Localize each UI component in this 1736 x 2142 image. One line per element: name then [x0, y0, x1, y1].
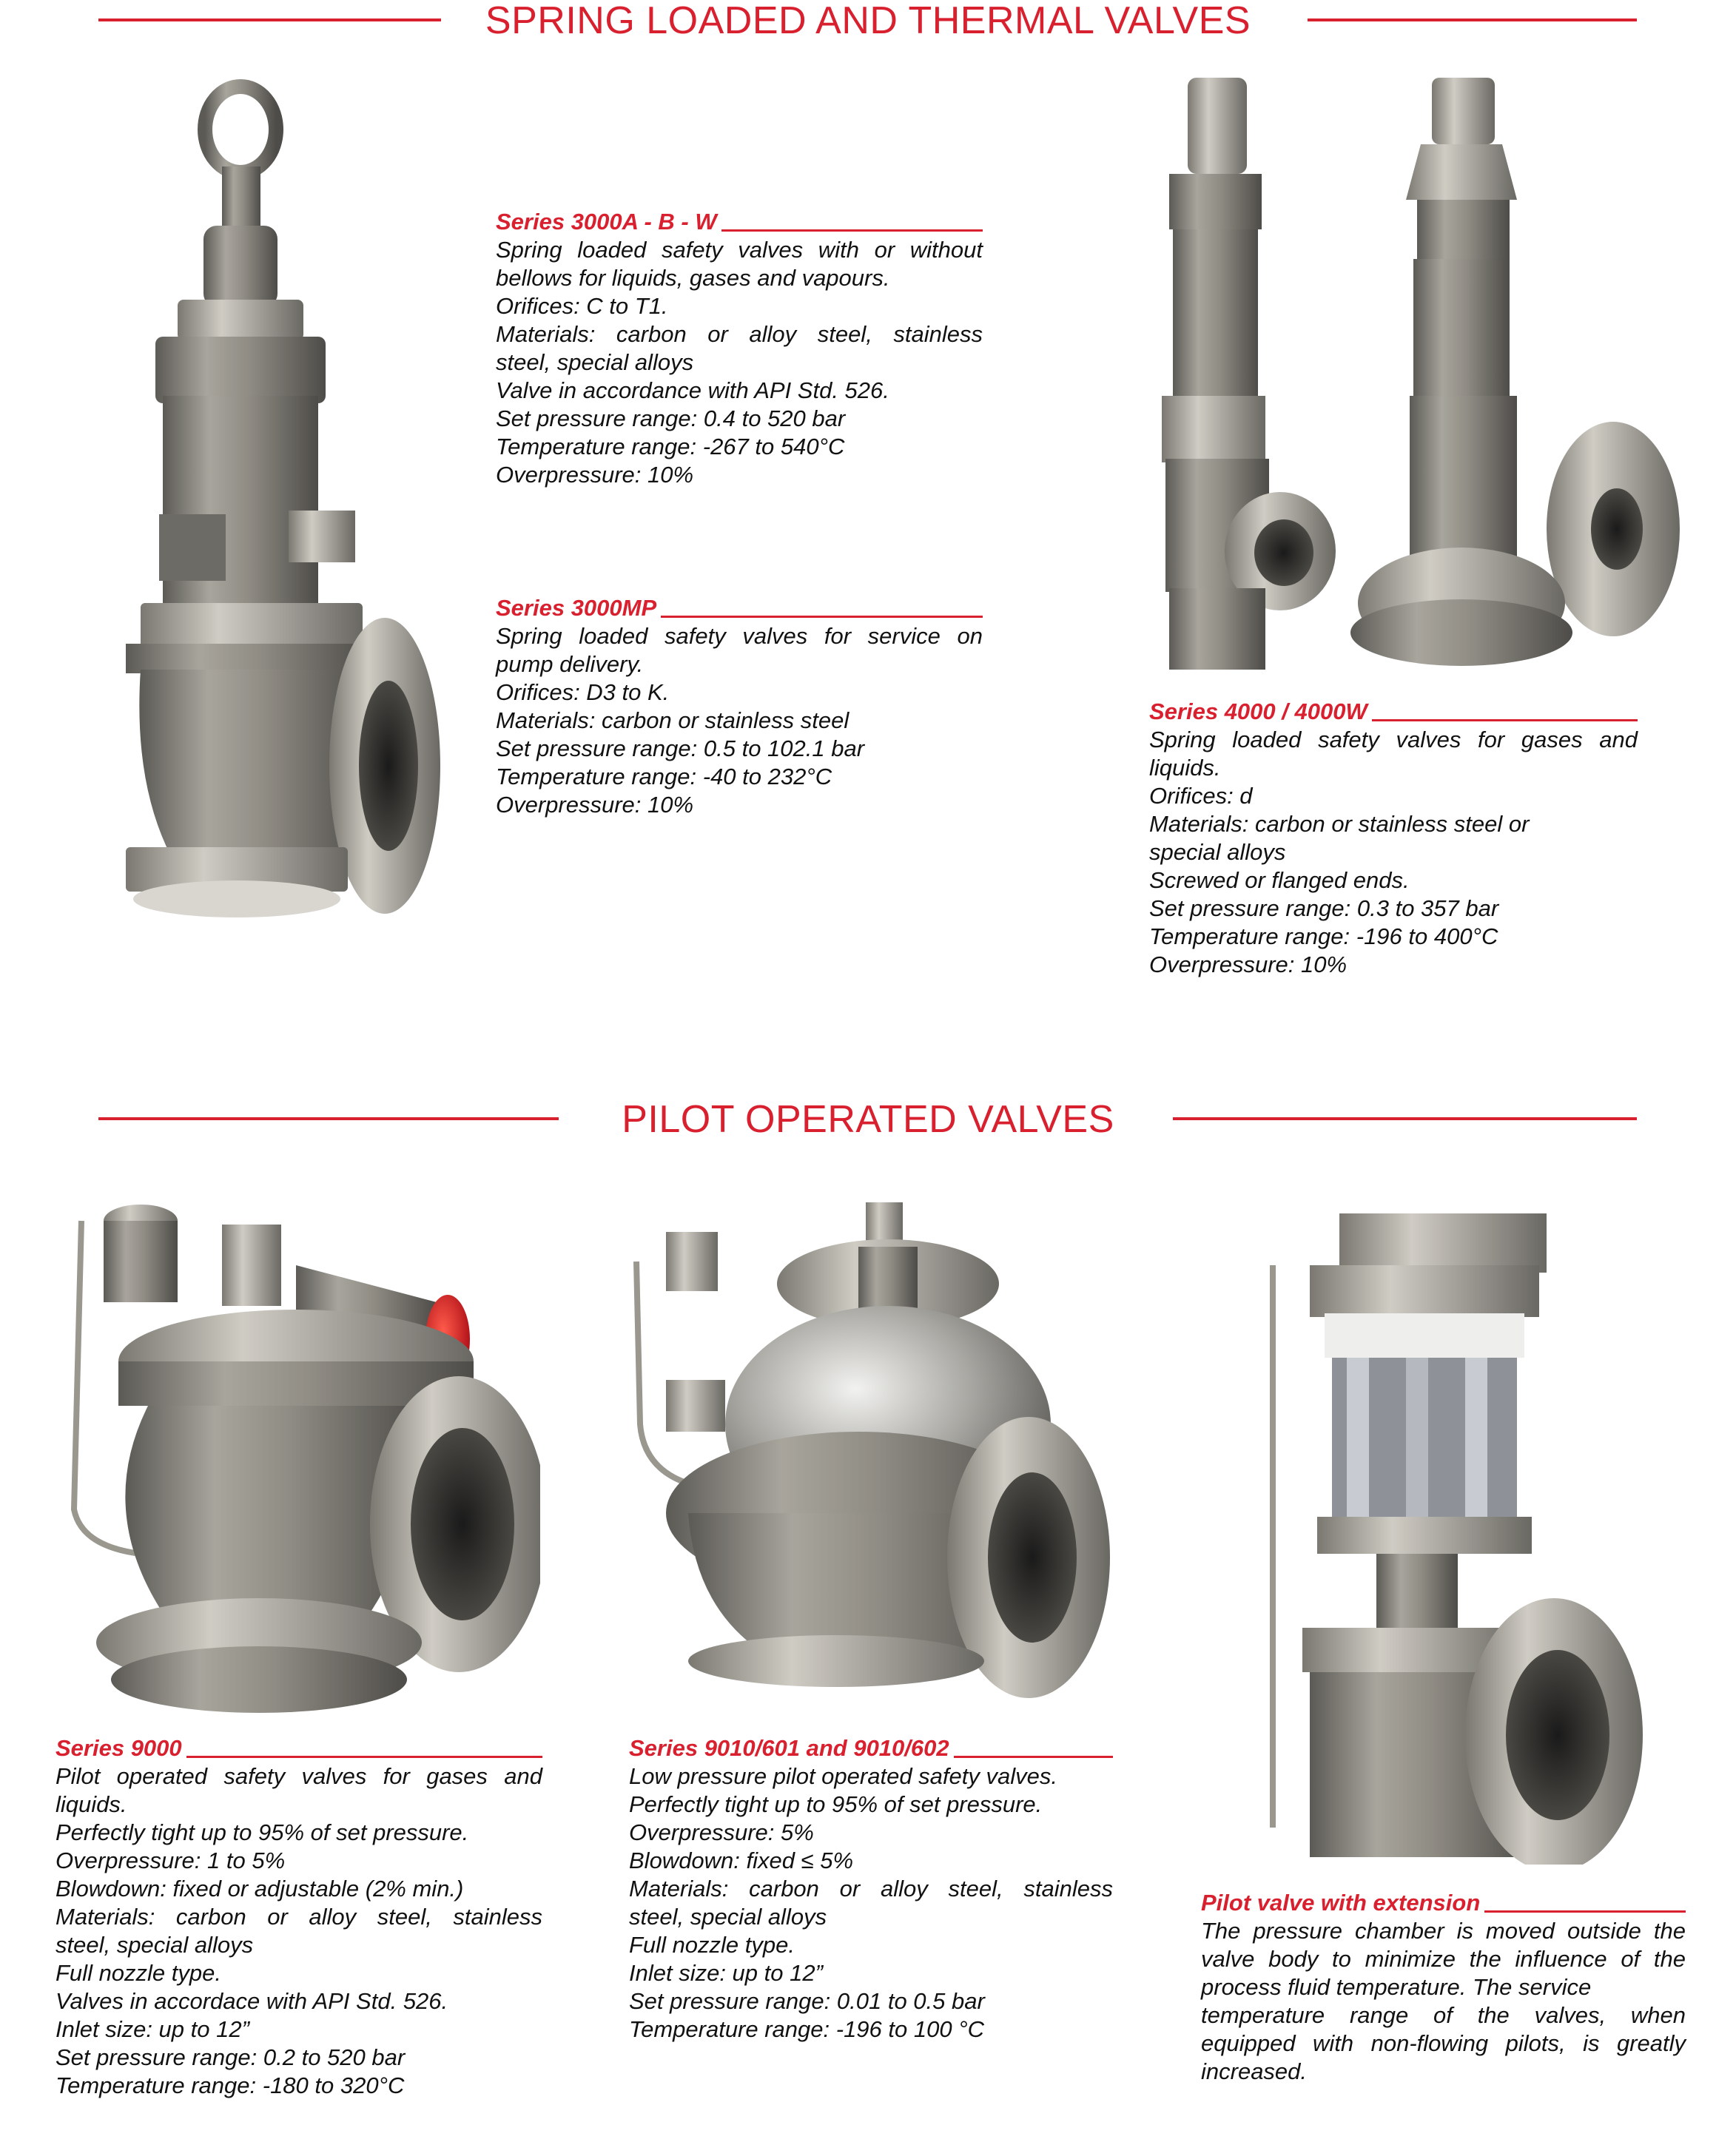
spec-line: Spring loaded safety valves with or without: [496, 237, 983, 263]
spec-line: Orifices: C to T1.: [496, 293, 668, 319]
spec-line: Temperature range: -40 to 232°C: [496, 764, 832, 789]
heading-underline: [1372, 719, 1638, 721]
spec-line: steel, special alloys: [629, 1904, 827, 1930]
series-3000mp-title: Series 3000MP: [496, 595, 657, 621]
section-title-pilot: PILOT OPERATED VALVES: [622, 1098, 1114, 1141]
valve-4000-image: [1132, 70, 1687, 684]
series-9010-heading: [629, 1734, 1113, 1762]
spec-line: steel, special alloys: [496, 349, 694, 375]
spec-line: bellows for liquids, gases and vapours.: [496, 265, 890, 291]
spec-line: increased.: [1201, 2058, 1308, 2084]
series-4000-title: Series 4000 / 4000W: [1149, 698, 1367, 724]
spec-line: Set pressure range: 0.5 to 102.1 bar: [496, 735, 865, 761]
spec-line: valve body to minimize the influence of the: [1201, 1946, 1686, 1972]
series-9000-title: Series 9000: [55, 1735, 182, 1761]
spec-line: Full nozzle type.: [629, 1932, 795, 1958]
spec-line: Temperature range: -180 to 320°C: [55, 2072, 405, 2098]
series-9010-block: [629, 1734, 1113, 2044]
spec-line: Temperature range: -267 to 540°C: [496, 434, 845, 459]
spec-line: Blowdown: fixed ≤ 5%: [629, 1848, 854, 1873]
pilot-extension-title: Pilot valve with extension: [1201, 1890, 1481, 1916]
spec-line: Set pressure range: 0.2 to 520 bar: [55, 2044, 406, 2070]
spec-line: Materials: carbon or alloy steel, stainless: [55, 1904, 542, 1930]
series-3000a-block: [496, 208, 983, 489]
valve-extension-image: [1258, 1191, 1658, 1865]
spec-line: Overpressure: 10%: [496, 792, 694, 818]
series-9000-block: [55, 1734, 542, 2100]
section-heading-spring: [0, 0, 1736, 59]
heading-underline: [661, 616, 983, 618]
series-3000a-heading: [496, 208, 983, 236]
spec-line: Valve in accordance with API Std. 526.: [496, 377, 889, 403]
spec-line: pump delivery.: [496, 651, 644, 677]
spec-line: Temperature range: -196 to 400°C: [1149, 923, 1498, 949]
heading-underline: [721, 229, 983, 232]
spec-line: Overpressure: 10%: [1149, 952, 1348, 977]
spec-line: Perfectly tight up to 95% of set pressure.: [629, 1791, 1043, 1817]
spec-line: The pressure chamber is moved outside the: [1201, 1918, 1686, 1944]
spec-line: Pilot operated safety valves for gases and: [55, 1763, 542, 1789]
spec-line: Materials: carbon or alloy steel, stainless: [629, 1876, 1113, 1902]
valve-9000-image: [52, 1199, 540, 1717]
spec-line: Inlet size: up to 12”: [55, 2016, 249, 2042]
spec-line: Perfectly tight up to 95% of set pressure.: [55, 1819, 469, 1845]
spec-line: Spring loaded safety valves for service on: [496, 623, 983, 649]
spec-line: Valves in accordace with API Std. 526.: [55, 1988, 448, 2014]
spec-line: Materials: carbon or stainless steel or: [1149, 811, 1530, 837]
pilot-extension-block: [1201, 1889, 1686, 2086]
spec-line: liquids.: [55, 1791, 127, 1817]
spec-line: liquids.: [1149, 755, 1221, 781]
heading-underline: [954, 1756, 1113, 1758]
series-3000mp-block: [496, 594, 983, 819]
valve-3000a-image: [111, 78, 451, 940]
spec-line: Overpressure: 5%: [629, 1819, 814, 1845]
heading-rule-right: [1308, 18, 1637, 21]
spec-line: Orifices: D3 to K.: [496, 679, 670, 705]
spec-line: Materials: carbon or alloy steel, stainless: [496, 321, 983, 347]
spec-line: Full nozzle type.: [55, 1960, 221, 1986]
section-title-spring: SPRING LOADED AND THERMAL VALVES: [485, 0, 1251, 42]
heading-underline: [186, 1756, 542, 1758]
spec-line: equipped with non-flowing pilots, is greatly: [1201, 2030, 1686, 2056]
series-3000mp-heading: [496, 594, 983, 622]
section-heading-pilot: [0, 1099, 1736, 1158]
pilot-extension-heading: [1201, 1889, 1686, 1917]
spec-line: Set pressure range: 0.01 to 0.5 bar: [629, 1988, 985, 2014]
series-3000a-title: Series 3000A - B - W: [496, 209, 717, 235]
spec-line: Set pressure range: 0.4 to 520 bar: [496, 405, 846, 431]
spec-line: temperature range of the valves, when: [1201, 2002, 1686, 2028]
series-4000-heading: [1149, 698, 1638, 726]
spec-line: process fluid temperature. The service: [1201, 1974, 1592, 2000]
heading-rule-right: [1173, 1117, 1637, 1120]
spec-line: Screwed or flanged ends.: [1149, 867, 1410, 893]
spec-line: Inlet size: up to 12”: [629, 1960, 823, 1986]
spec-line: Set pressure range: 0.3 to 357 bar: [1149, 895, 1499, 921]
spec-line: special alloys: [1149, 839, 1286, 865]
spec-line: steel, special alloys: [55, 1932, 254, 1958]
spec-line: Temperature range: -196 to 100 °C: [629, 2016, 984, 2042]
spec-line: Orifices: d: [1149, 783, 1253, 809]
spec-line: Materials: carbon or stainless steel: [496, 707, 850, 733]
series-9000-heading: [55, 1734, 542, 1762]
series-9010-title: Series 9010/601 and 9010/602: [629, 1735, 949, 1761]
spec-line: Spring loaded safety valves for gases and: [1149, 727, 1638, 752]
spec-line: Blowdown: fixed or adjustable (2% min.): [55, 1876, 464, 1902]
valve-9010-image: [622, 1202, 1140, 1705]
series-4000-block: [1149, 698, 1638, 979]
spec-line: Low pressure pilot operated safety valves.: [629, 1763, 1057, 1789]
spec-line: Overpressure: 10%: [496, 462, 694, 488]
spec-line: Overpressure: 1 to 5%: [55, 1848, 286, 1873]
heading-underline: [1484, 1910, 1686, 1913]
